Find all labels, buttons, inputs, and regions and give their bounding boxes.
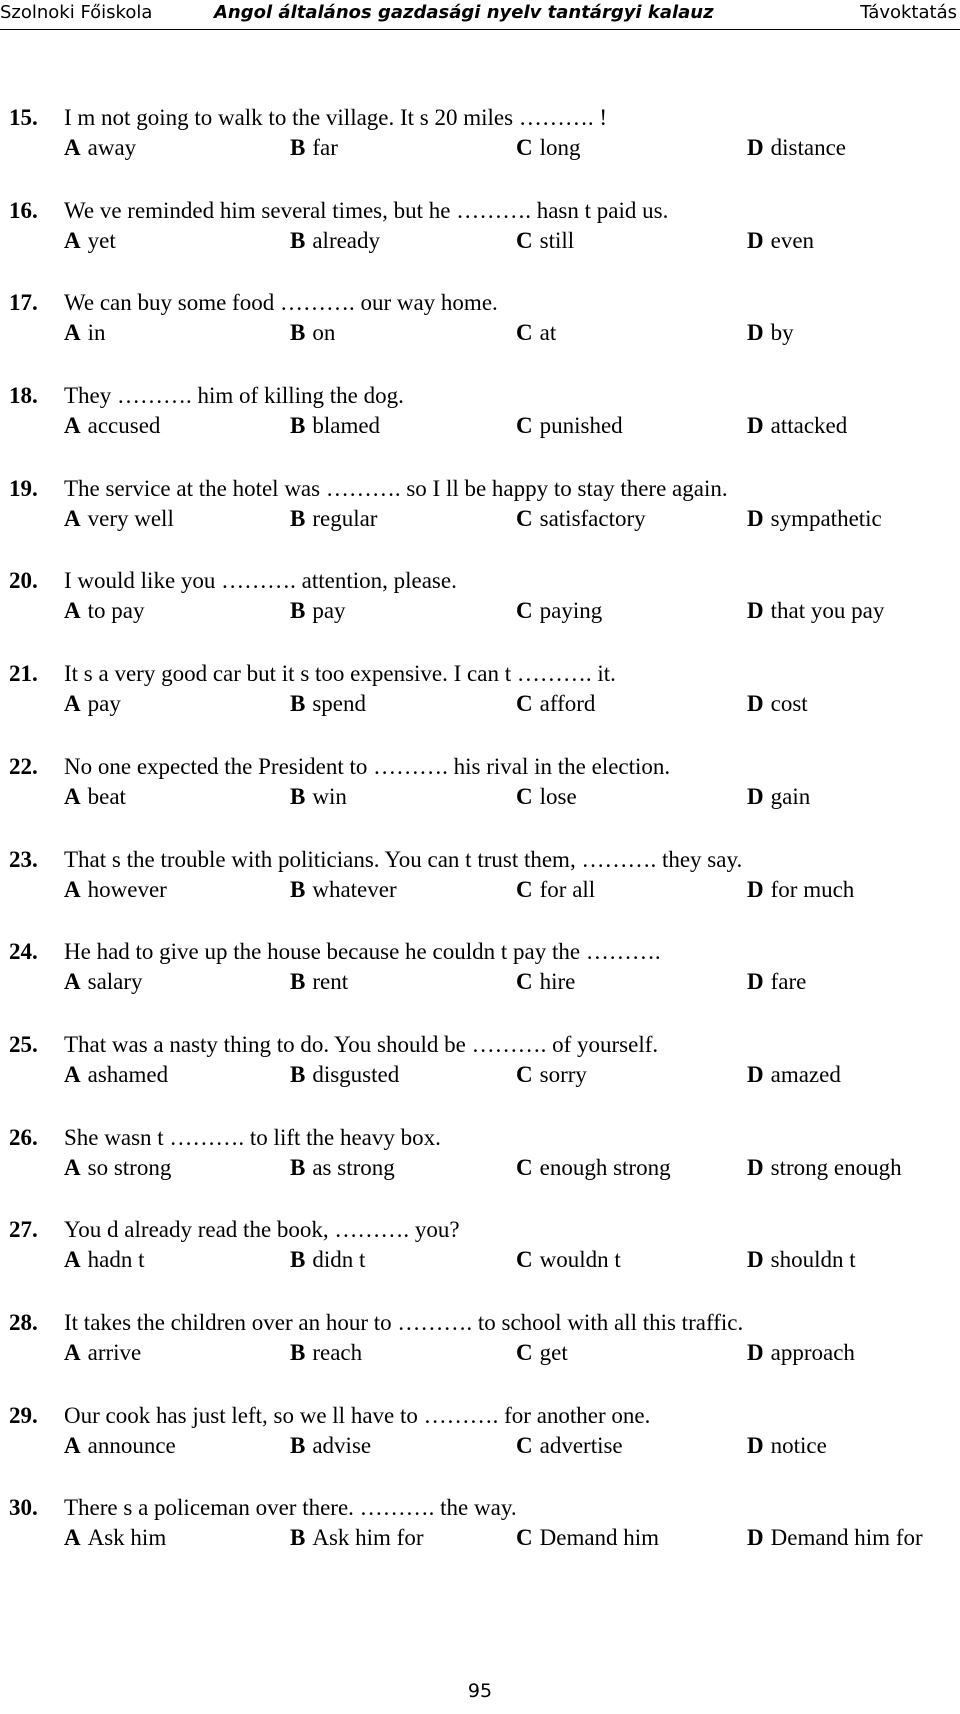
option-letter: B [290, 1154, 306, 1180]
option-letter: B [290, 783, 306, 809]
question-item [0, 1216, 960, 1309]
option-b [290, 783, 347, 811]
header-institution: Szolnoki Főiskola [0, 2, 153, 23]
answer-options [0, 597, 960, 625]
option-b [290, 505, 377, 533]
option-letter: C [516, 1061, 533, 1087]
option-c [516, 1061, 587, 1089]
option-b [290, 1524, 424, 1552]
option-text: as strong [312, 1154, 395, 1180]
option-text: away [87, 135, 137, 160]
option-letter: A [64, 413, 81, 439]
question-number: 18. [9, 383, 38, 409]
question-number: 27. [9, 1217, 38, 1243]
option-letter: D [747, 876, 764, 902]
option-letter: A [64, 1247, 81, 1273]
option-letter: B [290, 691, 306, 717]
option-letter: D [747, 691, 764, 717]
option-text: Demand him for [770, 1525, 923, 1551]
option-text: to pay [87, 598, 145, 624]
answer-options [0, 1154, 960, 1182]
option-letter: B [290, 1525, 306, 1551]
option-d [747, 968, 806, 996]
option-text: announce [87, 1432, 176, 1458]
option-text: approach [770, 1339, 855, 1365]
option-text: on [312, 320, 336, 346]
option-letter: A [64, 691, 81, 717]
option-c [516, 412, 623, 440]
option-a [64, 1154, 171, 1182]
option-letter: A [64, 1525, 81, 1551]
option-letter: C [516, 135, 533, 160]
option-text: satisfactory [539, 505, 646, 531]
question-number: 23. [9, 846, 38, 872]
option-text: strong enough [770, 1154, 902, 1180]
option-text: rent [312, 969, 349, 995]
option-letter: B [290, 1247, 306, 1273]
question-text: She wasn t ………. to lift the heavy box. [64, 1124, 441, 1150]
option-letter: B [290, 598, 306, 624]
option-letter: D [747, 1247, 764, 1273]
option-d [747, 505, 882, 533]
option-letter: B [290, 320, 306, 346]
option-a [64, 134, 136, 162]
option-letter: B [290, 227, 306, 253]
question-item [0, 1402, 960, 1495]
option-c [516, 227, 574, 255]
option-text: accused [87, 413, 161, 439]
question-item [0, 567, 960, 660]
option-text: ashamed [87, 1061, 169, 1087]
option-text: by [770, 320, 794, 346]
option-a [64, 412, 160, 440]
option-b [290, 412, 380, 440]
question-text: The service at the hotel was ………. so I ll be happy to stay there again. [64, 475, 728, 501]
option-b [290, 968, 348, 996]
option-text: far [312, 135, 338, 160]
question-text: That s the trouble with politicians. You can t trust them, ………. they say. [64, 846, 743, 872]
option-text: lose [539, 783, 577, 809]
option-letter: D [747, 1339, 764, 1365]
option-b [290, 227, 380, 255]
option-text: pay [312, 598, 346, 624]
option-d [747, 876, 854, 904]
question-number: 30. [9, 1495, 38, 1521]
option-text: so strong [87, 1154, 172, 1180]
option-d [747, 227, 814, 255]
option-b [290, 1061, 399, 1089]
question-number: 25. [9, 1031, 38, 1057]
option-letter: D [747, 969, 764, 995]
option-a [64, 319, 106, 347]
option-letter: C [516, 1247, 533, 1273]
question-text: I m not going to walk to the village. It s 20 miles ………. ! [64, 105, 607, 130]
option-letter: D [747, 135, 764, 160]
question-item [0, 1494, 960, 1587]
question-item [0, 289, 960, 382]
option-b [290, 1432, 371, 1460]
question-item [0, 1031, 960, 1124]
option-a [64, 876, 167, 904]
option-letter: A [64, 783, 81, 809]
option-text: afford [539, 691, 596, 717]
question-text: You d already read the book, ………. you? [64, 1217, 460, 1243]
question-text: I would like you ………. attention, please. [64, 568, 457, 594]
answer-options [0, 690, 960, 718]
option-text: reach [312, 1339, 363, 1365]
option-b [290, 319, 335, 347]
answer-options [0, 1061, 960, 1089]
option-letter: B [290, 876, 306, 902]
question-number: 29. [9, 1402, 38, 1428]
option-c [516, 690, 595, 718]
option-b [290, 134, 338, 162]
option-text: yet [87, 227, 116, 253]
option-letter: B [290, 1339, 306, 1365]
option-letter: C [516, 1525, 533, 1551]
option-text: hadn t [87, 1247, 145, 1273]
question-text: We ve reminded him several times, but he ………. hasn t paid us. [64, 197, 669, 223]
option-text: notice [770, 1432, 827, 1458]
option-letter: C [516, 413, 533, 439]
option-letter: D [747, 783, 764, 809]
option-letter: D [747, 1525, 764, 1551]
option-c [516, 597, 602, 625]
option-letter: D [747, 1061, 764, 1087]
option-b [290, 1339, 362, 1367]
option-a [64, 1061, 168, 1089]
answer-options [0, 968, 960, 996]
option-text: sympathetic [770, 505, 882, 531]
answer-options [0, 783, 960, 811]
option-letter: B [290, 969, 306, 995]
option-text: at [539, 320, 557, 346]
answer-options [0, 319, 960, 347]
option-text: Ask him for [312, 1525, 424, 1551]
option-letter: A [64, 1339, 81, 1365]
option-letter: A [64, 1154, 81, 1180]
option-text: win [312, 783, 347, 809]
option-text: cost [770, 691, 808, 717]
option-text: advertise [539, 1432, 623, 1458]
option-text: hire [539, 969, 576, 995]
option-c [516, 1524, 659, 1552]
option-d [747, 597, 884, 625]
option-text: even [770, 227, 815, 253]
option-text: sorry [539, 1061, 587, 1087]
question-text: That was a nasty thing to do. You should be ………. of yourself. [64, 1031, 659, 1057]
option-letter: A [64, 505, 81, 531]
option-text: Ask him [87, 1525, 167, 1551]
option-c [516, 319, 556, 347]
page-number: 95 [467, 1680, 493, 1702]
answer-options [0, 1432, 960, 1460]
option-text: arrive [87, 1339, 142, 1365]
option-c [516, 968, 575, 996]
option-text: in [87, 320, 106, 346]
option-b [290, 1246, 365, 1274]
option-d [747, 1061, 841, 1089]
option-letter: D [747, 598, 764, 624]
option-d [747, 134, 846, 162]
question-number: 16. [9, 197, 38, 223]
question-number: 17. [9, 290, 38, 316]
option-letter: A [64, 1061, 81, 1087]
option-letter: D [747, 505, 764, 531]
option-text: paying [539, 598, 603, 624]
question-text: No one expected the President to ………. his rival in the election. [64, 753, 671, 779]
option-text: punished [539, 413, 623, 439]
answer-options [0, 227, 960, 255]
option-a [64, 1432, 176, 1460]
option-letter: C [516, 876, 533, 902]
option-b [290, 876, 397, 904]
option-letter: B [290, 505, 306, 531]
option-letter: D [747, 413, 764, 439]
option-letter: A [64, 135, 81, 160]
header-course-title: Angol általános gazdasági nyelv tantárgyi kalauz [214, 2, 714, 23]
option-letter: A [64, 876, 81, 902]
answer-options [0, 505, 960, 533]
option-text: gain [770, 783, 811, 809]
option-letter: B [290, 413, 306, 439]
option-text: still [539, 227, 575, 253]
option-letter: A [64, 227, 81, 253]
option-d [747, 1339, 855, 1367]
option-text: wouldn t [539, 1247, 621, 1273]
option-c [516, 783, 577, 811]
answer-options [0, 1524, 960, 1552]
question-number: 26. [9, 1124, 38, 1150]
question-item [0, 938, 960, 1031]
option-letter: C [516, 320, 533, 346]
option-text: fare [770, 969, 807, 995]
option-d [747, 1524, 923, 1552]
option-c [516, 1432, 623, 1460]
option-a [64, 968, 143, 996]
option-letter: D [747, 1154, 764, 1180]
question-item [0, 104, 960, 197]
option-text: beat [87, 783, 126, 809]
question-number: 21. [9, 661, 38, 687]
option-letter: C [516, 505, 533, 531]
option-d [747, 1432, 827, 1460]
question-item [0, 382, 960, 475]
question-text: He had to give up the house because he couldn t pay the ………. [64, 939, 661, 965]
option-text: get [539, 1339, 568, 1365]
option-b [290, 690, 366, 718]
option-letter: A [64, 969, 81, 995]
option-letter: A [64, 598, 81, 624]
option-a [64, 690, 121, 718]
option-c [516, 1154, 671, 1182]
option-text: shouldn t [770, 1247, 856, 1273]
question-item [0, 1124, 960, 1217]
option-c [516, 1246, 621, 1274]
option-letter: C [516, 783, 533, 809]
option-a [64, 1246, 144, 1274]
option-text: didn t [312, 1247, 366, 1273]
option-text: enough strong [539, 1154, 671, 1180]
option-c [516, 1339, 568, 1367]
option-letter: D [747, 227, 764, 253]
answer-options [0, 876, 960, 904]
option-text: distance [770, 135, 846, 160]
question-number: 19. [9, 475, 38, 501]
option-d [747, 783, 810, 811]
header-section: Távoktatás [860, 2, 957, 23]
option-b [290, 1154, 395, 1182]
option-text: long [539, 135, 581, 160]
option-letter: D [747, 1432, 764, 1458]
option-text: regular [312, 505, 378, 531]
option-letter: C [516, 1339, 533, 1365]
option-letter: B [290, 1432, 306, 1458]
question-item [0, 475, 960, 568]
option-letter: B [290, 135, 306, 160]
question-list [0, 104, 960, 1587]
question-text: Our cook has just left, so we ll have to ………. for another one. [64, 1402, 651, 1428]
option-d [747, 412, 847, 440]
question-item [0, 197, 960, 290]
option-text: very well [87, 505, 174, 531]
option-text: amazed [770, 1061, 841, 1087]
option-text: disgusted [312, 1061, 400, 1087]
option-letter: A [64, 320, 81, 346]
option-b [290, 597, 346, 625]
question-item [0, 1309, 960, 1402]
option-letter: C [516, 1432, 533, 1458]
option-letter: A [64, 1432, 81, 1458]
question-text: It takes the children over an hour to ………. to school with all this traffic. [64, 1309, 744, 1335]
question-number: 15. [9, 105, 38, 130]
header-divider [0, 29, 960, 30]
option-a [64, 1339, 141, 1367]
option-text: already [312, 227, 381, 253]
question-number: 20. [9, 568, 38, 594]
answer-options [0, 134, 960, 162]
question-text: There s a policeman over there. ………. the way. [64, 1495, 517, 1521]
option-text: attacked [770, 413, 848, 439]
option-text: advise [312, 1432, 372, 1458]
option-a [64, 597, 144, 625]
option-text: pay [87, 691, 121, 717]
option-c [516, 134, 581, 162]
option-text: however [87, 876, 167, 902]
question-number: 28. [9, 1309, 38, 1335]
page-header [0, 0, 960, 31]
option-text: salary [87, 969, 143, 995]
question-number: 22. [9, 753, 38, 779]
option-a [64, 227, 116, 255]
question-text: They ………. him of killing the dog. [64, 383, 404, 409]
option-a [64, 783, 126, 811]
option-c [516, 505, 646, 533]
answer-options [0, 412, 960, 440]
question-text: It s a very good car but it s too expensive. I can t ………. it. [64, 661, 616, 687]
option-letter: C [516, 1154, 533, 1180]
answer-options [0, 1246, 960, 1274]
option-text: Demand him [539, 1525, 660, 1551]
question-item [0, 660, 960, 753]
option-d [747, 1246, 856, 1274]
option-letter: C [516, 969, 533, 995]
option-d [747, 690, 808, 718]
answer-options [0, 1339, 960, 1367]
option-text: that you pay [770, 598, 885, 624]
question-item [0, 846, 960, 939]
option-d [747, 1154, 902, 1182]
option-d [747, 319, 794, 347]
option-letter: C [516, 691, 533, 717]
option-text: whatever [312, 876, 397, 902]
question-text: We can buy some food ………. our way home. [64, 290, 498, 316]
option-letter: B [290, 1061, 306, 1087]
option-text: for much [770, 876, 855, 902]
option-c [516, 876, 595, 904]
option-letter: C [516, 227, 533, 253]
option-a [64, 505, 174, 533]
question-item [0, 753, 960, 846]
option-a [64, 1524, 166, 1552]
option-letter: D [747, 320, 764, 346]
question-number: 24. [9, 939, 38, 965]
option-text: for all [539, 876, 596, 902]
option-text: spend [312, 691, 367, 717]
option-letter: C [516, 598, 533, 624]
option-text: blamed [312, 413, 381, 439]
